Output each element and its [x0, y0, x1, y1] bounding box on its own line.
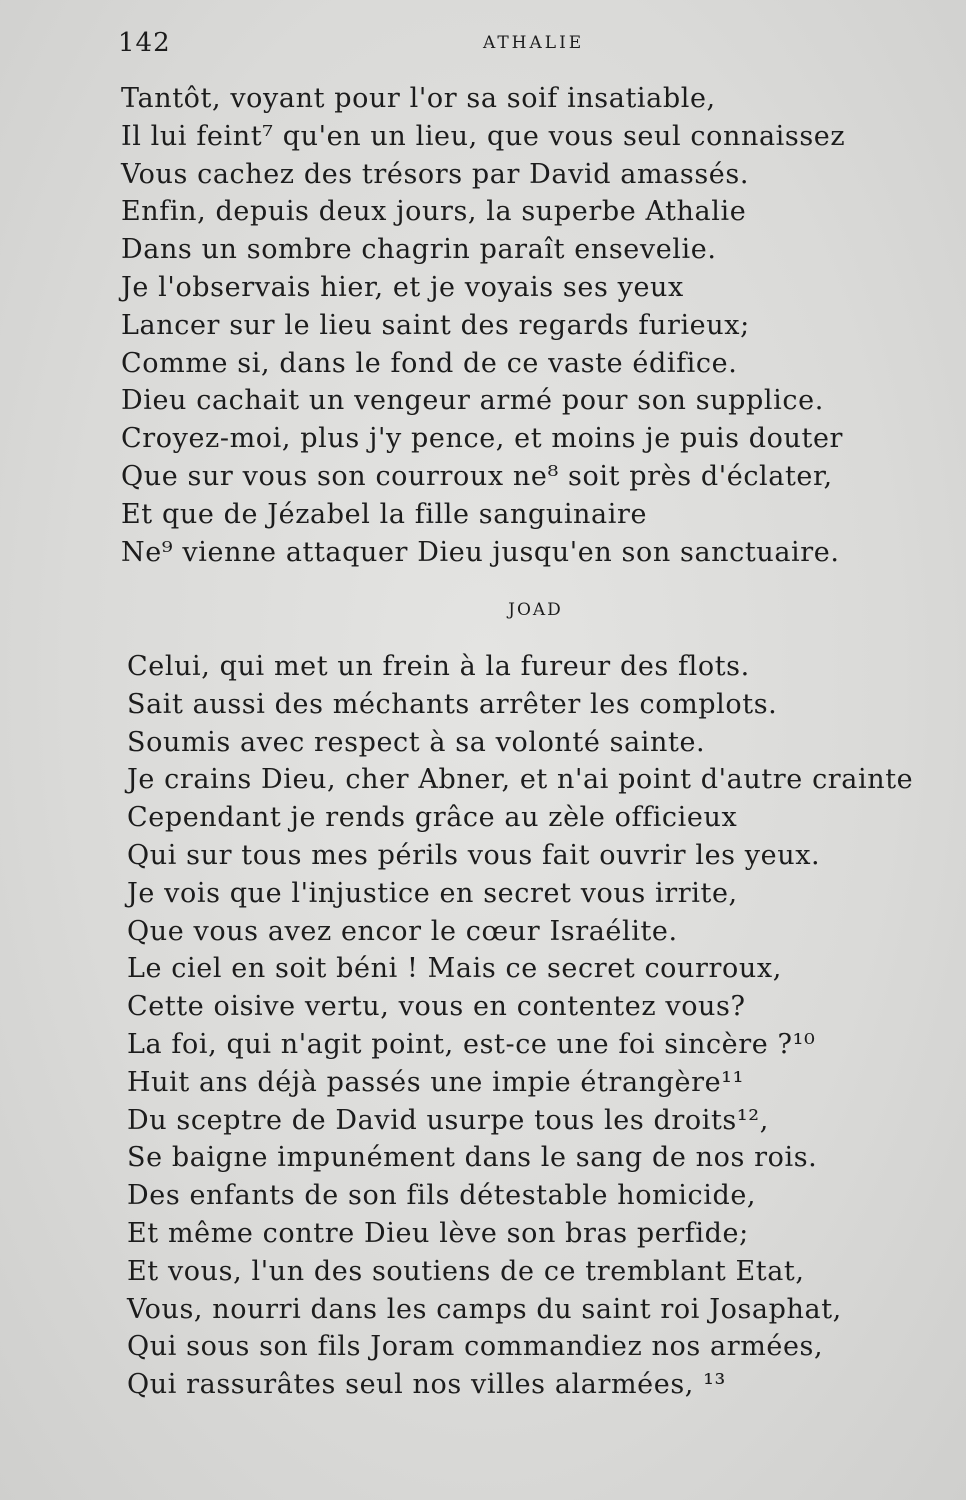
verse-line: Enfin, depuis deux jours, la superbe Athalie: [121, 196, 747, 228]
verse-line: Cette oisive vertu, vous en contentez vous?: [127, 991, 746, 1023]
verse-line: Et que de Jézabel la fille sanguinaire: [121, 498, 648, 530]
page-header: [118, 28, 858, 60]
verse-line: Des enfants de son fils détestable homicide,: [127, 1180, 757, 1212]
verse-line: Dans un sombre chagrin paraît ensevelie.: [121, 234, 717, 266]
verse-line: Sait aussi des méchants arrêter les complots.: [127, 688, 778, 720]
verse-line: Que vous avez encor le cœur Israélite.: [127, 915, 678, 947]
verse-line: Je vois que l'injustice en secret vous irrite,: [127, 877, 738, 909]
verse-line: Se baigne impunément dans le sang de nos rois.: [127, 1142, 818, 1174]
verse-line: Et même contre Dieu lève son bras perfide;: [127, 1217, 749, 1249]
verse-line: Je l'observais hier, et je voyais ses yeux: [121, 271, 684, 303]
verse-line: Je crains Dieu, cher Abner, et n'ai point d'autre crainte: [127, 764, 914, 796]
verse-line: Vous cachez des trésors par David amassés.: [121, 158, 750, 190]
verse-line: Comme si, dans le fond de ce vaste édifice.: [121, 347, 738, 379]
verse-line: Qui sur tous mes périls vous fait ouvrir les yeux.: [127, 839, 821, 871]
verse-block-abner: [121, 80, 881, 571]
verse-line: Le ciel en soit béni ! Mais ce secret courroux,: [127, 953, 782, 985]
verse-line: Cependant je rends grâce au zèle officieux: [127, 802, 738, 834]
speaker-name: JOAD: [508, 600, 563, 620]
verse-line: Et vous, l'un des soutiens de ce tremblant Etat,: [127, 1255, 805, 1287]
verse-line: Tantôt, voyant pour l'or sa soif insatiable,: [121, 83, 716, 114]
verse-line: Qui sous son fils Joram commandiez nos armées,: [127, 1331, 824, 1363]
verse-line: Dieu cachait un vengeur armé pour son supplice.: [121, 385, 824, 417]
running-title: ATHALIE: [483, 33, 585, 53]
verse-line: Huit ans déjà passés une impie étrangère¹¹: [127, 1066, 745, 1098]
verse-line: Que sur vous son courroux ne⁸ soit près d'éclater,: [121, 460, 833, 492]
verse-line: Vous, nourri dans les camps du saint roi Josaphat,: [127, 1293, 842, 1325]
verse-line: Lancer sur le lieu saint des regards furieux;: [121, 309, 750, 341]
verse-line: Croyez-moi, plus j'y pence, et moins je puis douter: [121, 423, 844, 455]
verse-block-joad: [127, 648, 914, 1404]
verse-line: Ne⁹ vienne attaquer Dieu jusqu'en son sanctuaire.: [121, 536, 840, 568]
page-number: 142: [118, 28, 171, 58]
verse-line: Il lui feint⁷ qu'en un lieu, que vous seul connaissez: [121, 120, 846, 152]
verse-line: Qui rassurâtes seul nos villes alarmées, ¹³: [127, 1369, 726, 1401]
verse-line: Celui, qui met un frein à la fureur des flots.: [127, 651, 750, 682]
verse-line: Du sceptre de David usurpe tous les droits¹²,: [127, 1104, 769, 1136]
verse-line: La foi, qui n'agit point, est-ce une foi sincère ?¹⁰: [127, 1028, 816, 1060]
verse-line: Soumis avec respect à sa volonté sainte.: [127, 726, 706, 758]
